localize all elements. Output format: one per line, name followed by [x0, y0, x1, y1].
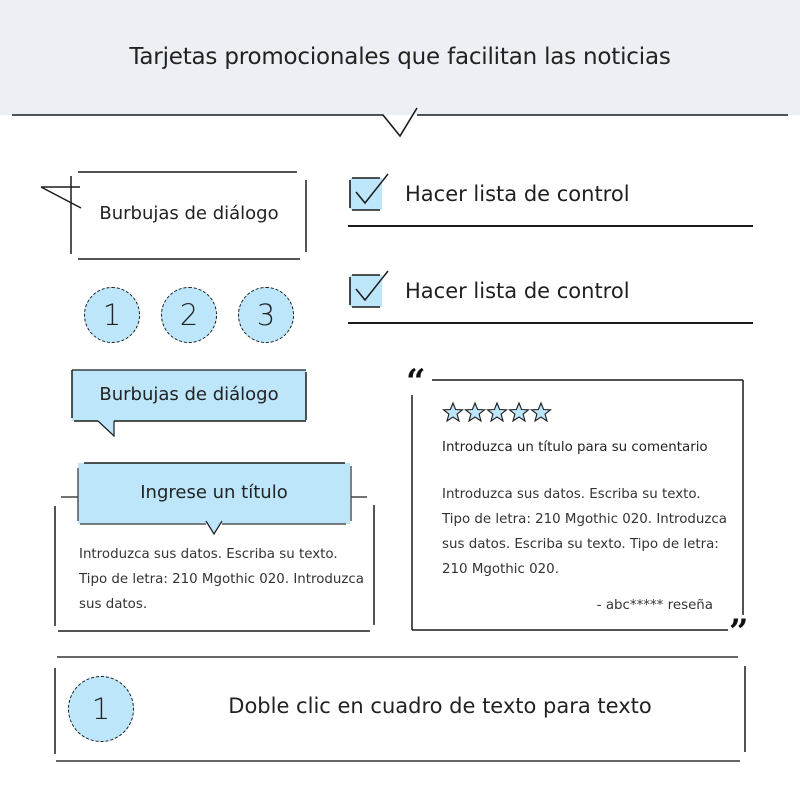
title-card-body[interactable]: Introduzca sus datos. Escriba su texto. Tipo de letra: 210 Mgothic 020. Introduzca sus datos. [79, 547, 365, 612]
number-circle-label: 3 [256, 298, 276, 332]
speech-bubble-filled-label: Burbujas de diálogo [99, 384, 279, 405]
close-quote-icon: ” [729, 612, 749, 652]
step-number-label: 1 [91, 692, 111, 726]
speech-bubble-label: Burbujas de diálogo [99, 203, 279, 224]
number-circle-label: 1 [102, 298, 122, 332]
checklist-item-label: Hacer lista de control [405, 182, 630, 206]
number-circle-label: 2 [179, 298, 199, 332]
checklist-item-label: Hacer lista de control [405, 279, 630, 303]
review-body[interactable]: Introduzca sus datos. Escriba su texto. Tipo de letra: 210 Mgothic 020. Introduzca sus datos. Escriba su texto. Tipo de letra: 210 Mgothic 020. [442, 487, 728, 577]
review-title[interactable]: Introduzca un título para su comentario [442, 440, 708, 455]
step-bar-label[interactable]: Doble clic en cuadro de texto para texto [228, 694, 652, 718]
page-title: Tarjetas promocionales que facilitan las noticias [129, 44, 671, 70]
step-number-circle [68, 676, 134, 742]
open-quote-icon: “ [406, 362, 426, 402]
review-author: - abc***** reseña [596, 598, 713, 613]
title-card-heading[interactable]: Ingrese un título [140, 482, 288, 503]
